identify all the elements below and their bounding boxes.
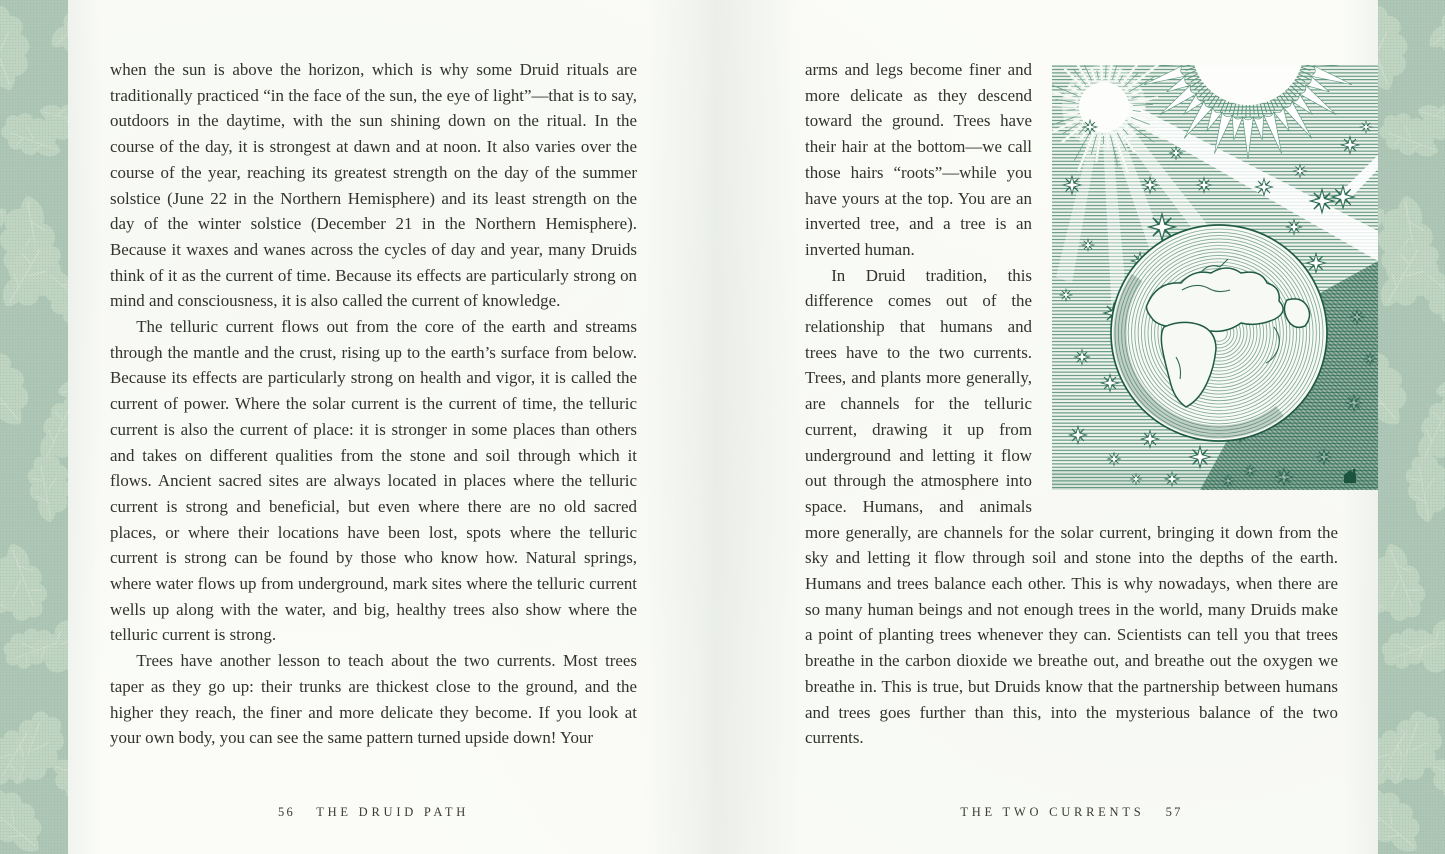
leaf-pattern-right bbox=[1378, 0, 1445, 854]
celestial-engraving-svg bbox=[1052, 65, 1378, 490]
left-page-number: 56 bbox=[278, 805, 295, 819]
right-page-number: 57 bbox=[1165, 805, 1183, 819]
left-page-text bbox=[110, 57, 637, 751]
paragraph: In Druid tradition, this difference comes out of the relationship that humans and trees have to the two currents. Trees, and plants more generally, are channels for the telluric current, drawing it up from underground and letting it flow out through the atmosphere into space. Humans, and animals more generally, are channels for the solar current, bringing it down from the sky and letting it flow through soil and stone into the depths of the earth. Humans and trees balance each other. This is why nowadays, when there are so many human beings and not enough trees in the world, many Druids make a point of planting trees whenever they can. Scientists can tell you that trees breathe in the carbon dioxide we breathe out, and breathe out the oxygen we breathe in. This is true, but Druids know that the partnership between humans and trees goes further than this, into the mysterious balance of the two currents. bbox=[805, 265, 1338, 748]
page-spread bbox=[68, 0, 1378, 854]
paragraph: The telluric current flows out from the core of the earth and streams through the mantle and the crust, rising up to the earth’s surface from below. Because its effects are particularly strong on health and vigor, it is called the current of power. Where the solar current is the current of time, the telluric current is also the current of place: it is stronger in some places than others and takes on different qualities from the stone and soil through which it flows. Ancient sacred sites are always located in places where the telluric current is strong and beneficial, but even where there are no old sacred places, or where their locations have been lost, spots where the telluric current is strong can be found by those who know how. Natural springs, where water flows up from underground, mark sites where the telluric current wells up along with the water, and big, healthy trees also show where the telluric current is strong. bbox=[110, 317, 637, 645]
paragraph: Trees have another lesson to teach about the two currents. Most trees taper as they go up: their trunks are thickest close to the ground, and the higher they reach, the finer and more delicate they become. If you look at your own body, you can see the same pattern turned upside down! Your bbox=[110, 651, 637, 748]
paragraph: arms and legs become finer and more delicate as they descend toward the ground. Trees have their hair at the bottom—we call those hairs “roots”—while you have yours at the top. You are an inverted tree, and a tree is an inverted human. bbox=[805, 60, 1032, 259]
left-page-footer bbox=[110, 805, 637, 820]
right-cover-border bbox=[1378, 0, 1445, 854]
left-running-title: THE DRUID PATH bbox=[316, 805, 469, 819]
paragraph: when the sun is above the horizon, which is why some Druid rituals are traditionally practiced “in the face of the sun, the eye of light”—that is to say, outdoors in the daytime, with the sun shining down on the ritual. In the course of the day, it is strongest at dawn and at noon. It also varies over the course of the year, reaching its greatest strength on the day of the summer solstice (June 22 in the Northern Hemisphere) and its least strength on the day of the winter solstice (December 21 in the Northern Hemisphere). Because it waxes and wanes across the cycles of day and year, many Druids think of it as the current of time. Because its effects are particularly strong on mind and consciousness, it is also called the current of knowledge. bbox=[110, 60, 637, 311]
left-cover-border bbox=[0, 0, 68, 854]
leaf-pattern-left bbox=[0, 0, 68, 854]
celestial-engraving-illustration bbox=[1052, 65, 1378, 490]
right-page-footer bbox=[805, 805, 1338, 820]
right-running-title: THE TWO CURRENTS bbox=[960, 805, 1145, 819]
